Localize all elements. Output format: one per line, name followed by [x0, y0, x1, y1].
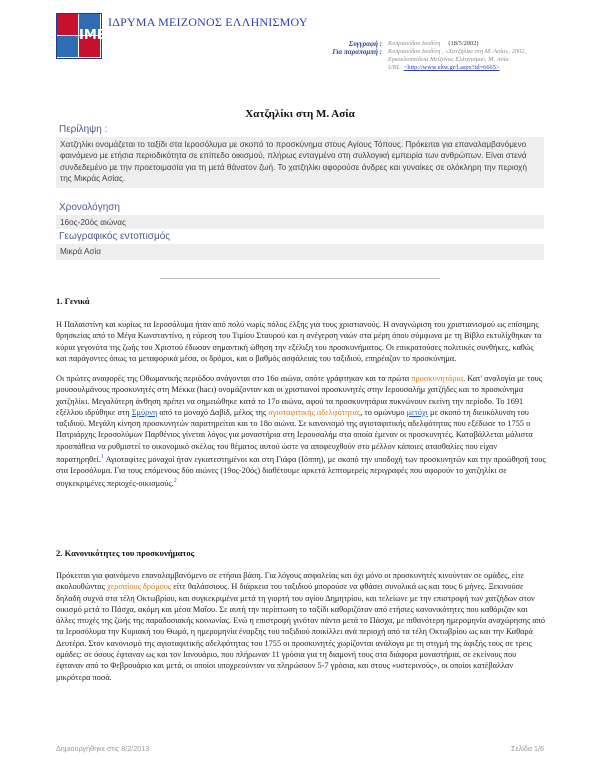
author-label: Συγγραφή : — [348, 40, 382, 48]
text-run: με σκοπό τη διευκόλυνση του ταξιδιού. Μεγάλη κίνηση προσκυνητών παρατηρείται και το 18ο αιώνα. Σε κανονισμό της αγιοταφιτικής αδελφότητας που εξέδωσε το 1755 ο Πατριάρχης Ιεροσολύμων Παρθένιος γίνεται λόγος για μοναστήρια στη Ιερουσαλήμ στα οποία έμεναν οι προσκυνητές. Καταβάλλεται μάλιστα προσπάθεια να ρυθμιστεί το οικονομικό σκέλος του θέματος αυτού ώστε να αποφευχθούν στο μέλλον κάποιες ατασθαλίες που είχαν παρατηρηθεί. — [56, 407, 533, 464]
link-smyrni[interactable]: Σμύρνη — [131, 407, 158, 417]
section1-paragraph-1: Η Παλαιστίνη και κυρίως τα Ιεροσόλυμα ήταν από πολύ νωρίς πόλος έλξης για τους χριστιανούς. Η αναγνώριση του χριστιανισμού ως επίσημης θρησκείας από το Μέγα Κωνσταντίνο, η εύρεση του Τιμίου Σταυρού και η ανέγερση ναών στα μέρη όπου σύμφωνα με τη Βίβλο εκτυλίχθηκαν τα κύρια γεγονότα της ζωής του Χριστού έδωσαν σημαντική ώθηση την εξέλιξη του προσκυνήματος. Οι επικρατούσες πολιτικές συνθήκες, καθώς και παράγοντες όπως τα μεταφορικά μέσα, οι δρόμοι, και ο βαθμός ασφάλειας του ταξιδιού, επηρέαζαν το προσκύνημα. — [56, 320, 542, 363]
summary-text: Χατζηλίκι ονομάζεται το ταξίδι στα Ιεροσόλυμα με σκοπό το προσκύνημα στους Αγίους Τόπους. Πρόκειται για επαναλαμβανόμενο φαινόμενο με ετήσια περιοδικότητα σε επίπεδο οικισμού, πλήρως ενταγμένο στη συλλογική εμπειρία των ανθρώπων. Είναι στενά συνδεδεμένο με την προετοιμασία για τη μετά θάνατον ζωή. Το χατζηλίκι αφορούσε άνδρες και γυναίκες σε ολόκληρη την περιοχή της Μικράς Ασίας. — [56, 137, 544, 188]
text-run: . Κατ' αναλογία με τους μουσουλμάνους προσκυνητές στη Μέκκα (hacı) ονομάζονταν και οι χριστιανοί προσκυνητές στην Ιερουσαλήμ χατζήδες και το προσκύνημα χατζηλίκι. Μεγαλύτερη άνθηση πρέπει να σημειώθηκε κατά το 17ο αιώνα, αφού τα προσκυνητάρια πυκνώνουν εκείνη την περίοδο. Το 1691 εξέλλου ιδρύθηκε στη — [56, 374, 542, 417]
link-metochi[interactable]: μετόχι — [406, 407, 428, 417]
summary-box — [56, 122, 544, 188]
footnote-1[interactable]: 1 — [100, 454, 104, 461]
section2-paragraph-1 — [56, 570, 546, 683]
text-run: , το ομώνυμο — [360, 407, 407, 417]
link-agiotafitiki[interactable]: αγιοταφιτικής αδελφότητας — [268, 407, 361, 417]
link-xersaioi-dromoi[interactable]: χερσαίους δρόμους — [107, 582, 172, 592]
geography-heading: Γεωγραφικός εντοπισμός — [56, 229, 544, 244]
citation-label: Για παραπομπή : — [332, 48, 382, 56]
citation-line2: Εγκυκλοπαίδεια Μείζονος Ελληνισμού, Μ. Ασία — [388, 56, 509, 63]
footer-page: Σελίδα 1/6 — [511, 744, 544, 753]
logo-text: ΙΜΕ — [79, 28, 106, 43]
author-date: (18/5/2002) — [448, 40, 479, 47]
logo-quadrant — [57, 14, 78, 35]
chronology-box — [56, 200, 544, 231]
footnote-2[interactable]: 2 — [173, 478, 177, 485]
text-run: Οι πρώτες αναφορές της Οθωμανικής περιόδου ανάγονται στο 16ο αιώνα, οπότε γράφτηκαν και τα πρώτα — [56, 374, 412, 383]
citation-value: Κυπριανίδου Ιουδίτη , «Χατζηλίκι στη Μ. Ασία», 2002, — [388, 48, 527, 55]
url-prefix: URL: — [388, 64, 403, 71]
author-value: Κυπριανίδου Ιουδίτη — [388, 40, 441, 47]
chronology-value: 16ος-20ός αιώνας — [56, 215, 544, 231]
section1-heading: 1. Γενικά — [56, 296, 90, 306]
footer-created: Δημιουργήθηκε στις 8/2/2013 — [56, 744, 150, 753]
text-run: Πρόκειται για φαινόμενο επαναλαμβανόμενο σε ετήσια βάση. Για λόγους ασφαλείας και όχι μόνο οι προσκυνητές κινούνταν σε ομάδες, είτε ακολουθώντας — [56, 571, 525, 592]
text-run: Αγιοταφίτες μοναχοί ήταν εγκατεστημένοι και στη Γιάφα (Ιόππη), με σκοπό την υποδοχή των προσκυνητών και την προώθησή τους στα Ιεροσόλυμα. Για τους επόμενους δύο αιώνες (19ος-20ός) διαθέτουμε αρκετά λεπτομερείς περιγραφές που αφορούν το χατζηλίκι σε συγκεκριμένες περιοχές-οικισμούς. — [56, 454, 546, 489]
section1-paragraph-2 — [56, 373, 546, 490]
logo — [56, 13, 106, 59]
organization-name: ΙΔΡΥΜΑ ΜΕΙΖΟΝΟΣ ΕΛΛΗΝΙΣΜΟΥ — [108, 15, 308, 29]
link-proskynitaria[interactable]: προσκυνητάρια — [411, 374, 464, 383]
divider — [160, 278, 440, 279]
citation-block — [300, 40, 545, 72]
citation-url-link[interactable]: <http://www.ehw.gr/l.aspx?id=6665> — [403, 64, 500, 71]
summary-heading: Περίληψη : — [56, 122, 544, 137]
chronology-heading: Χρονολόγηση — [56, 200, 544, 215]
text-run: είτε θαλάσσιους. Η διάρκεια του ταξιδιού μπορούσε να φθάσει συνολικά ως και τους 6 μήνες. Ξεκινούσε δηλαδή συχνά στα τέλη Οκτωβρίου, και συγκεκριμένα μετά τη γιορτή του αγίου Δημητρίου, και τελείωνε με την επιστροφή των χατζήδων στον οικισμό μετά το Πάσχα, ακόμη και μέσα Μαΐου. Σε αυτή την περίπτωση το ταξίδι καθοριζόταν από ετήσιες κανονικότητες που καθόριζαν και άλλες πτυχές της ζωής της παραδοσιακής κοινωνίας. Ενώ η επιστροφή γινόταν πάντα μετά το Πάσχα, με πιθανότερη ημερομηνία αναχώρησης από τα Ιεροσόλυμα την Κυριακή του Θωμά, η ημερομηνία έναρξης του ταξιδιού ποικίλλει ανά περιοχή από τα τέλη Οκτωβρίου ως και την Καθαρά Δευτέρα. Στον κανονισμό της αγιοταφιτικής αδελφότητας του 1755 οι προσκυνητές χωρίζονται ανάλογα με τη στιγμή της άφιξής τους σε τρεις ομάδες: σε όσους έφταναν ως και τον Ιανουάριο, που πλήρωναν 11 γρόσια για τη διαμονή τους στα διάφορα μοναστήρια, σε εκείνους που έφταναν από το Φεβρουάριο και μετά, οι οποίοι υποχρεούνταν να πληρώσουν 5-7 γρόσια, και στους «υστερινούς», οι οποίοι κατέβαλλαν μικρότερα ποσά. — [56, 582, 546, 682]
section2-heading: 2. Κανονικότητες του προσκυνήματος — [56, 548, 195, 558]
page-title: Χατζηλίκι στη Μ. Ασία — [245, 108, 355, 120]
text-run: από το μοναχό Δαβίδ, μέλος της — [157, 407, 269, 417]
geography-box — [56, 229, 544, 260]
geography-value: Μικρά Ασία — [56, 244, 544, 260]
logo-quadrant — [57, 36, 78, 57]
